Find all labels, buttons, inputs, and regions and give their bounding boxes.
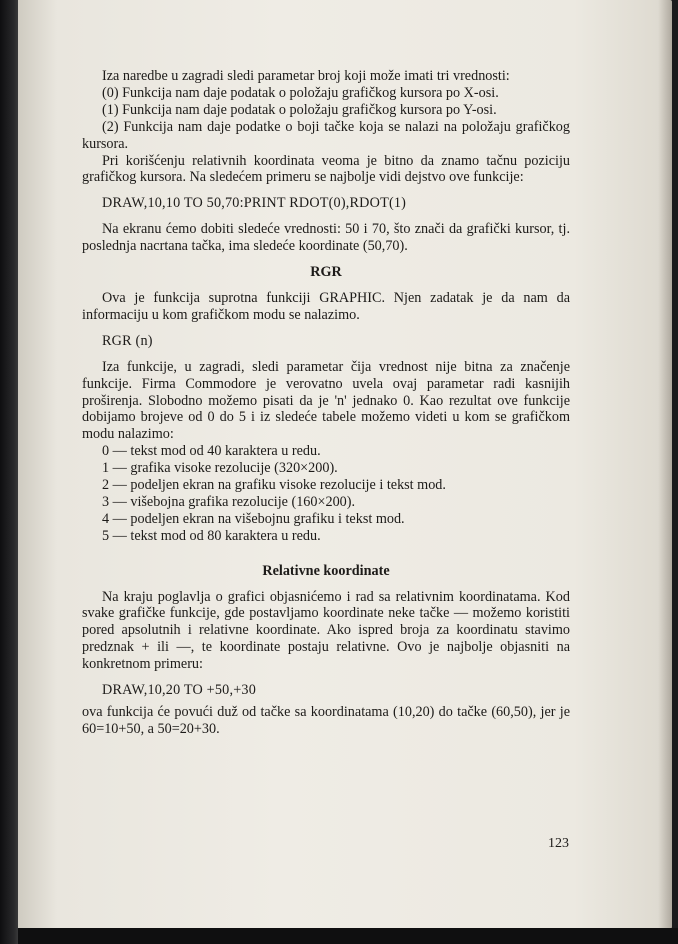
graphic-mode-list <box>82 443 570 544</box>
relative-intro-paragraph: Pri korišćenju relativnih koordinata veoma je bitno da znamo tačnu poziciju grafičkog kursora. Na sledećem primeru se najbolje vidi dejstvo ove funkcije: <box>82 152 570 186</box>
option-1-paragraph: (1) Funkcija nam daje podatak o položaju grafičkog kursora po Y-osi. <box>102 101 497 118</box>
list-item: 1 — grafika visoke rezolucije (320×200). <box>102 460 338 477</box>
code-example-draw-rdot: DRAW,10,10 TO 50,70:PRINT RDOT(0),RDOT(1) <box>102 195 407 212</box>
list-item: 0 — tekst mod od 40 karaktera u redu. <box>102 443 321 460</box>
code-example-rgr: RGR (n) <box>102 332 153 349</box>
list-item: 5 — tekst mod od 80 karaktera u redu. <box>102 527 321 544</box>
section-heading-rgr: RGR <box>310 264 342 281</box>
relative-coordinates-paragraph: Na kraju poglavlja o grafici objasnićemo i rad sa relativnim koordinatama. Kod svake grafičke funkcije, gde postavljamo koordinate neke tačke — možemo koristiti pored apsolutnih i relativne koordinate. Ako ispred broja za koordinatu stavimo predznak + ili —, te koordinate postaju relativne. Ovo je najbolje objasniti na konkretnom primeru: <box>82 588 570 673</box>
relative-result-paragraph: ova funkcija će povući duž od tačke sa koordinatama (10,20) do tačke (60,50), jer je 60=10+50, a 50=20+30. <box>82 704 570 737</box>
option-0-paragraph: (0) Funkcija nam daje podatak o položaju grafičkog kursora po X-osi. <box>102 84 499 101</box>
page-content <box>82 68 570 738</box>
rgr-description-paragraph: Ova je funkcija suprotna funkciji GRAPHIC. Njen zadatak je da nam da informaciju u kom grafičkom modu se nalazimo. <box>82 289 570 323</box>
page-edge-shadow <box>658 0 672 932</box>
code-example-draw-relative: DRAW,10,20 TO +50,+30 <box>102 682 256 699</box>
rgr-parameter-paragraph: Iza funkcije, u zagradi, sledi parametar čija vrednost nije bitna za značenje funkcije. Firma Commodore je verovatno uvela ovaj parametar radi kasnijih proširenja. Slobodno možemo pisati da je 'n' jednako 0. Kao rezultat ove funkcije dobijamo brojeve od 0 do 5 i iz sledeće tabele možemo videti u kom se grafičkom modu nalazimo: <box>82 358 570 443</box>
bottom-shadow <box>18 928 678 944</box>
page-number: 123 <box>548 836 569 851</box>
result-paragraph: Na ekranu ćemo dobiti sledeće vrednosti: 50 i 70, što znači da grafički kursor, tj. poslednja nacrtana tačka, ima sledeće koordinate (50,70). <box>82 221 570 255</box>
section-heading-relative-coordinates: Relativne koordinate <box>262 562 390 579</box>
list-item: 4 — podeljen ekran na višebojnu grafiku i tekst mod. <box>102 510 405 527</box>
list-item: 2 — podeljen ekran na grafiku visoke rezolucije i tekst mod. <box>102 477 446 494</box>
list-item: 3 — višebojna grafika rezolucije (160×200). <box>102 493 356 510</box>
option-2-paragraph: (2) Funkcija nam daje podatke o boji tačke koja se nalazi na položaju grafičkog kursora. <box>82 118 570 152</box>
intro-paragraph: Iza naredbe u zagradi sledi parametar broj koji može imati tri vrednosti: <box>102 68 510 84</box>
